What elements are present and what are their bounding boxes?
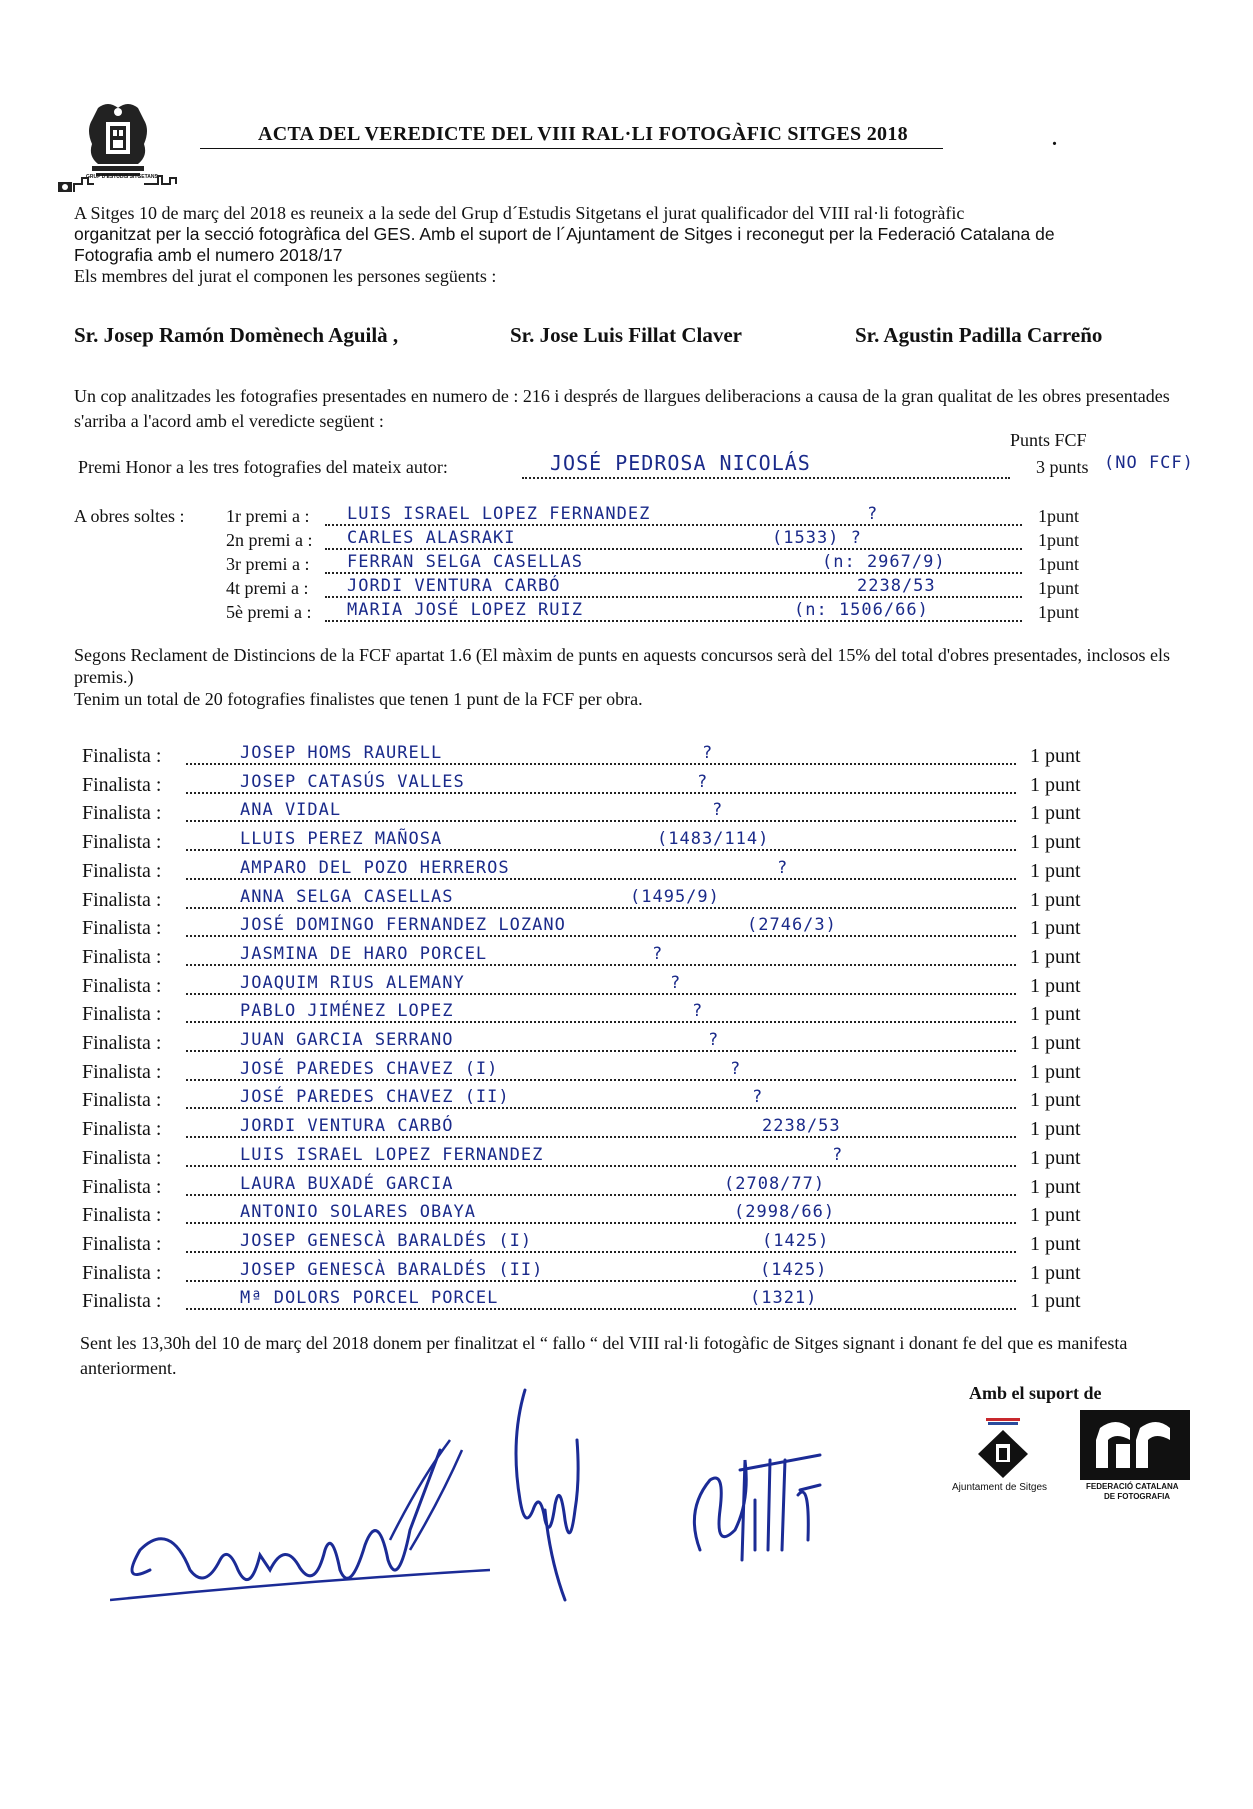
- finalist-label: Finalista :: [82, 745, 162, 767]
- finalist-name: JOSÉ PAREDES CHAVEZ (II): [240, 1087, 510, 1108]
- finalist-extra: ?: [697, 771, 709, 792]
- finalist-points: 1 punt: [1030, 802, 1081, 825]
- ajuntament-logo: [948, 1416, 1058, 1496]
- finalist-name: PABLO JIMÉNEZ LOPEZ: [240, 1001, 454, 1022]
- intro-line-2: organitzat per la secció fotogràfica del GES. Amb el suport de l´Ajuntament de Sitges i reconegut per la Federació Catalana de: [74, 224, 1055, 244]
- finalist-label: Finalista :: [82, 917, 162, 940]
- finalist-row: [0, 1144, 1253, 1171]
- finalist-extra: ?: [692, 1001, 704, 1022]
- finalist-points: 1 punt: [1030, 1175, 1081, 1198]
- document-title: ACTA DEL VEREDICTE DEL VIII RAL·LI FOTOGÀFIC SITGES 2018: [200, 123, 943, 149]
- points-header: Punts FCF: [1010, 430, 1087, 450]
- finalist-extra: (1321): [750, 1288, 818, 1309]
- finalist-name: Mª DOLORS PORCEL PORCEL: [240, 1288, 499, 1309]
- fcf-caption-1: FEDERACIÓ CATALANA: [1086, 1482, 1179, 1491]
- finalist-name: ANTONIO SOLARES OBAYA: [240, 1202, 476, 1223]
- finalist-row: [0, 917, 1253, 941]
- finalist-name: ANA VIDAL: [240, 800, 342, 821]
- finalist-name: JASMINA DE HARO PORCEL: [240, 943, 488, 964]
- finalist-label: Finalista :: [82, 1261, 162, 1284]
- prize-name: JORDI VENTURA CARBÓ: [347, 576, 561, 596]
- finalist-name: JUAN GARCIA SERRANO: [240, 1030, 454, 1050]
- finalist-points: 1 punt: [1030, 1232, 1081, 1255]
- finalist-row: [0, 831, 1253, 855]
- jury-member-1: Sr. Josep Ramón Domènech Aguilà ,: [74, 323, 399, 347]
- finalist-points: 1 punt: [1030, 1060, 1081, 1083]
- finalist-row: [0, 802, 1253, 826]
- finalist-extra: (1495/9): [630, 886, 720, 907]
- finalist-points: 1 punt: [1030, 917, 1081, 940]
- prize-row: [0, 506, 1253, 530]
- finalist-row: [0, 857, 1253, 884]
- finalist-row: [0, 1259, 1253, 1286]
- signature-agustin-padilla: [110, 1420, 490, 1620]
- intro-line-3: Fotografia amb el numero 2018/17: [74, 245, 343, 265]
- prize-name: CARLES ALASRAKI: [347, 528, 516, 548]
- loose-heading: A obres soltes :: [74, 506, 185, 526]
- finalist-points: 1 punt: [1030, 831, 1081, 854]
- finalist-extra: (2746/3): [747, 915, 837, 936]
- finalist-label: Finalista :: [82, 1232, 162, 1255]
- finalist-extra: ?: [832, 1144, 844, 1165]
- finalist-name: JOSÉ DOMINGO FERNANDEZ LOZANO: [240, 915, 566, 936]
- finalist-extra: ?: [777, 857, 789, 878]
- finalist-points: 1 punt: [1030, 1118, 1081, 1141]
- finalist-extra: 2238/53: [762, 1116, 841, 1137]
- finalist-row: [0, 771, 1253, 798]
- finalist-label: Finalista :: [82, 888, 162, 911]
- finalist-row: [0, 943, 1253, 970]
- finalist-points: 1 punt: [1030, 1204, 1081, 1227]
- prize-points: 1punt: [1038, 506, 1080, 526]
- prize-row: [0, 554, 1253, 578]
- finalist-label: Finalista :: [82, 1089, 162, 1112]
- finalist-label: Finalista :: [82, 1060, 162, 1083]
- finalist-points: 1 punt: [1030, 1032, 1081, 1054]
- finalist-row: [0, 1230, 1253, 1257]
- finalist-points: 1 punt: [1030, 945, 1081, 968]
- signature-jose-luis-fillat: [680, 1440, 830, 1590]
- support-heading: Amb el suport de: [969, 1383, 1102, 1403]
- intro-paragraph: [74, 203, 1204, 287]
- prize-name: FERRAN SELGA CASELLAS: [347, 552, 583, 572]
- ajuntament-shield-icon: [948, 1416, 1058, 1478]
- prize-points: 1punt: [1038, 530, 1080, 550]
- finalist-extra: (1425): [762, 1230, 830, 1251]
- finalist-row: [0, 886, 1253, 913]
- prize-row: [0, 602, 1253, 626]
- finalist-label: Finalista :: [82, 1204, 162, 1227]
- regulations-line-2: Tenim un total de 20 fotografies finalistes que tenen 1 punt de la FCF per obra.: [74, 689, 643, 709]
- finalist-row: [0, 1003, 1253, 1027]
- honor-points: 3 punts: [1036, 457, 1089, 477]
- finalist-row: [0, 1118, 1253, 1142]
- jury-member-3: Sr. Agustin Padilla Carreño: [855, 323, 1103, 347]
- prize-extra: (n: 2967/9): [822, 552, 946, 572]
- finalist-label: Finalista :: [82, 1290, 162, 1313]
- finalist-name: JOAQUIM RIUS ALEMANY: [240, 972, 465, 993]
- finalist-extra: (1425): [760, 1259, 828, 1280]
- finalist-label: Finalista :: [82, 831, 162, 854]
- prize-label: 1r premi a :: [226, 506, 310, 526]
- prize-name: LUIS ISRAEL LOPEZ FERNANDEZ: [347, 504, 651, 524]
- honor-note: (NO FCF): [1104, 453, 1194, 473]
- jury-member-2: Sr. Jose Luis Fillat Claver: [510, 323, 742, 347]
- finalist-extra: (2708/77): [724, 1173, 826, 1194]
- finalist-name: JOSEP CATASÚS VALLES: [240, 771, 465, 792]
- fcf-logo: [1080, 1410, 1190, 1505]
- finalist-row: [0, 972, 1253, 999]
- finalist-label: Finalista :: [82, 859, 162, 882]
- finalist-label: Finalista :: [82, 773, 162, 796]
- fcf-mark-icon: [1080, 1410, 1190, 1480]
- prize-extra: (1533) ?: [772, 528, 862, 548]
- regulations-paragraph: [74, 644, 1214, 710]
- finalist-points: 1 punt: [1030, 1146, 1081, 1169]
- finalist-points: 1 punt: [1030, 1290, 1081, 1313]
- finalist-points: 1 punt: [1030, 745, 1081, 767]
- intro-line-4: Els membres del jurat el componen les persones següents :: [74, 266, 497, 286]
- finalist-row: [0, 1204, 1253, 1228]
- finalist-label: Finalista :: [82, 974, 162, 997]
- prize-name: MARIA JOSÉ LOPEZ RUIZ: [347, 600, 583, 620]
- prize-points: 1punt: [1038, 554, 1080, 574]
- prize-row: [0, 530, 1253, 554]
- finalists-list: [0, 745, 1253, 1325]
- analysis-paragraph: Un cop analitzades les fotografies presentades en numero de : 216 i després de llargues deliberacions a causa de la gran qualitat de les obres presentades s'arriba a l'acord amb el veredicte següent :: [74, 386, 1170, 431]
- finalist-row: [0, 1173, 1253, 1200]
- finalist-row: [0, 1032, 1253, 1056]
- title-end-dot: .: [1052, 128, 1057, 150]
- finalist-points: 1 punt: [1030, 1089, 1081, 1112]
- finalist-label: Finalista :: [82, 1032, 162, 1054]
- finalist-label: Finalista :: [82, 945, 162, 968]
- finalist-name: ANNA SELGA CASELLAS: [240, 886, 454, 907]
- prize-extra: 2238/53: [857, 576, 936, 596]
- prize-extra: ?: [867, 504, 879, 524]
- finalist-extra: ?: [752, 1087, 764, 1108]
- signature-josep-ramon: [505, 1380, 595, 1610]
- finalist-row: [0, 1290, 1253, 1314]
- finalist-label: Finalista :: [82, 802, 162, 825]
- finalist-label: Finalista :: [82, 1175, 162, 1198]
- finalist-points: 1 punt: [1030, 888, 1081, 911]
- finalist-extra: (1483/114): [657, 829, 770, 850]
- finalist-name: JOSEP GENESCÀ BARALDÉS (II): [240, 1259, 544, 1280]
- finalist-row: [0, 1058, 1253, 1085]
- finalist-extra: ?: [730, 1058, 742, 1079]
- prize-label: 4t premi a :: [226, 578, 309, 598]
- finalist-points: 1 punt: [1030, 773, 1081, 796]
- fcf-caption-2: DE FOTOGRAFIA: [1104, 1492, 1171, 1501]
- finalist-name: JORDI VENTURA CARBÓ: [240, 1116, 454, 1137]
- regulations-line-1: Segons Reclament de Distincions de la FCF apartat 1.6 (El màxim de punts en aquests concursos serà del 15% del total d'obres presentades, inclosos els premis.): [74, 645, 1171, 687]
- finalist-name: LLUIS PEREZ MAÑOSA: [240, 829, 443, 850]
- prize-points: 1punt: [1038, 578, 1080, 598]
- intro-line-1: A Sitges 10 de març del 2018 es reuneix a la sede del Grup d´Estudis Sitgetans el jurat qualificador del VIII ral·li fotogràfic: [74, 203, 965, 223]
- finalist-label: Finalista :: [82, 1118, 162, 1141]
- finalist-name: LAURA BUXADÉ GARCIA: [240, 1173, 454, 1194]
- ajuntament-caption: Ajuntament de Sitges: [952, 1482, 1048, 1493]
- finalist-extra: ?: [652, 943, 664, 964]
- finalist-row: [0, 745, 1253, 769]
- finalist-row: [0, 1089, 1253, 1113]
- finalist-points: 1 punt: [1030, 859, 1081, 882]
- finalist-name: LUIS ISRAEL LOPEZ FERNANDEZ: [240, 1144, 544, 1165]
- finalist-name: JOSÉ PAREDES CHAVEZ (I): [240, 1058, 499, 1079]
- finalist-extra: ?: [712, 800, 724, 821]
- finalist-extra: ?: [670, 972, 682, 993]
- finalist-extra: (2998/66): [734, 1202, 836, 1223]
- finalist-name: JOSEP GENESCÀ BARALDÉS (I): [240, 1230, 533, 1251]
- finalist-label: Finalista :: [82, 1003, 162, 1026]
- ges-logo: [58, 100, 188, 192]
- prize-label: 2n premi a :: [226, 530, 313, 550]
- loose-prizes-list: [0, 506, 1253, 636]
- logo-caption: GRUP D'ESTUDIS SITGETANS: [86, 174, 158, 180]
- closing-paragraph: Sent les 13,30h del 10 de març del 2018 donem per finalitzat el “ fallo “ del VIII ral·li fotogàfic de Sitges signant i donant fe del que es manifesta anteriorment.: [80, 1333, 1128, 1378]
- honor-row: [0, 451, 1253, 483]
- finalist-label: Finalista :: [82, 1146, 162, 1169]
- honor-name: JOSÉ PEDROSA NICOLÁS: [550, 451, 811, 475]
- prize-points: 1punt: [1038, 602, 1080, 622]
- prize-extra: (n: 1506/66): [794, 600, 929, 620]
- finalist-extra: ?: [702, 743, 714, 763]
- finalist-name: JOSEP HOMS RAURELL: [240, 743, 443, 763]
- prize-label: 5è premi a :: [226, 602, 312, 622]
- finalist-name: AMPARO DEL POZO HERREROS: [240, 857, 510, 878]
- prize-row: [0, 578, 1253, 602]
- honor-label: Premi Honor a les tres fotografies del mateix autor:: [78, 457, 448, 477]
- prize-label: 3r premi a :: [226, 554, 310, 574]
- finalist-points: 1 punt: [1030, 1261, 1081, 1284]
- finalist-points: 1 punt: [1030, 974, 1081, 997]
- finalist-points: 1 punt: [1030, 1003, 1081, 1026]
- finalist-extra: ?: [708, 1030, 720, 1050]
